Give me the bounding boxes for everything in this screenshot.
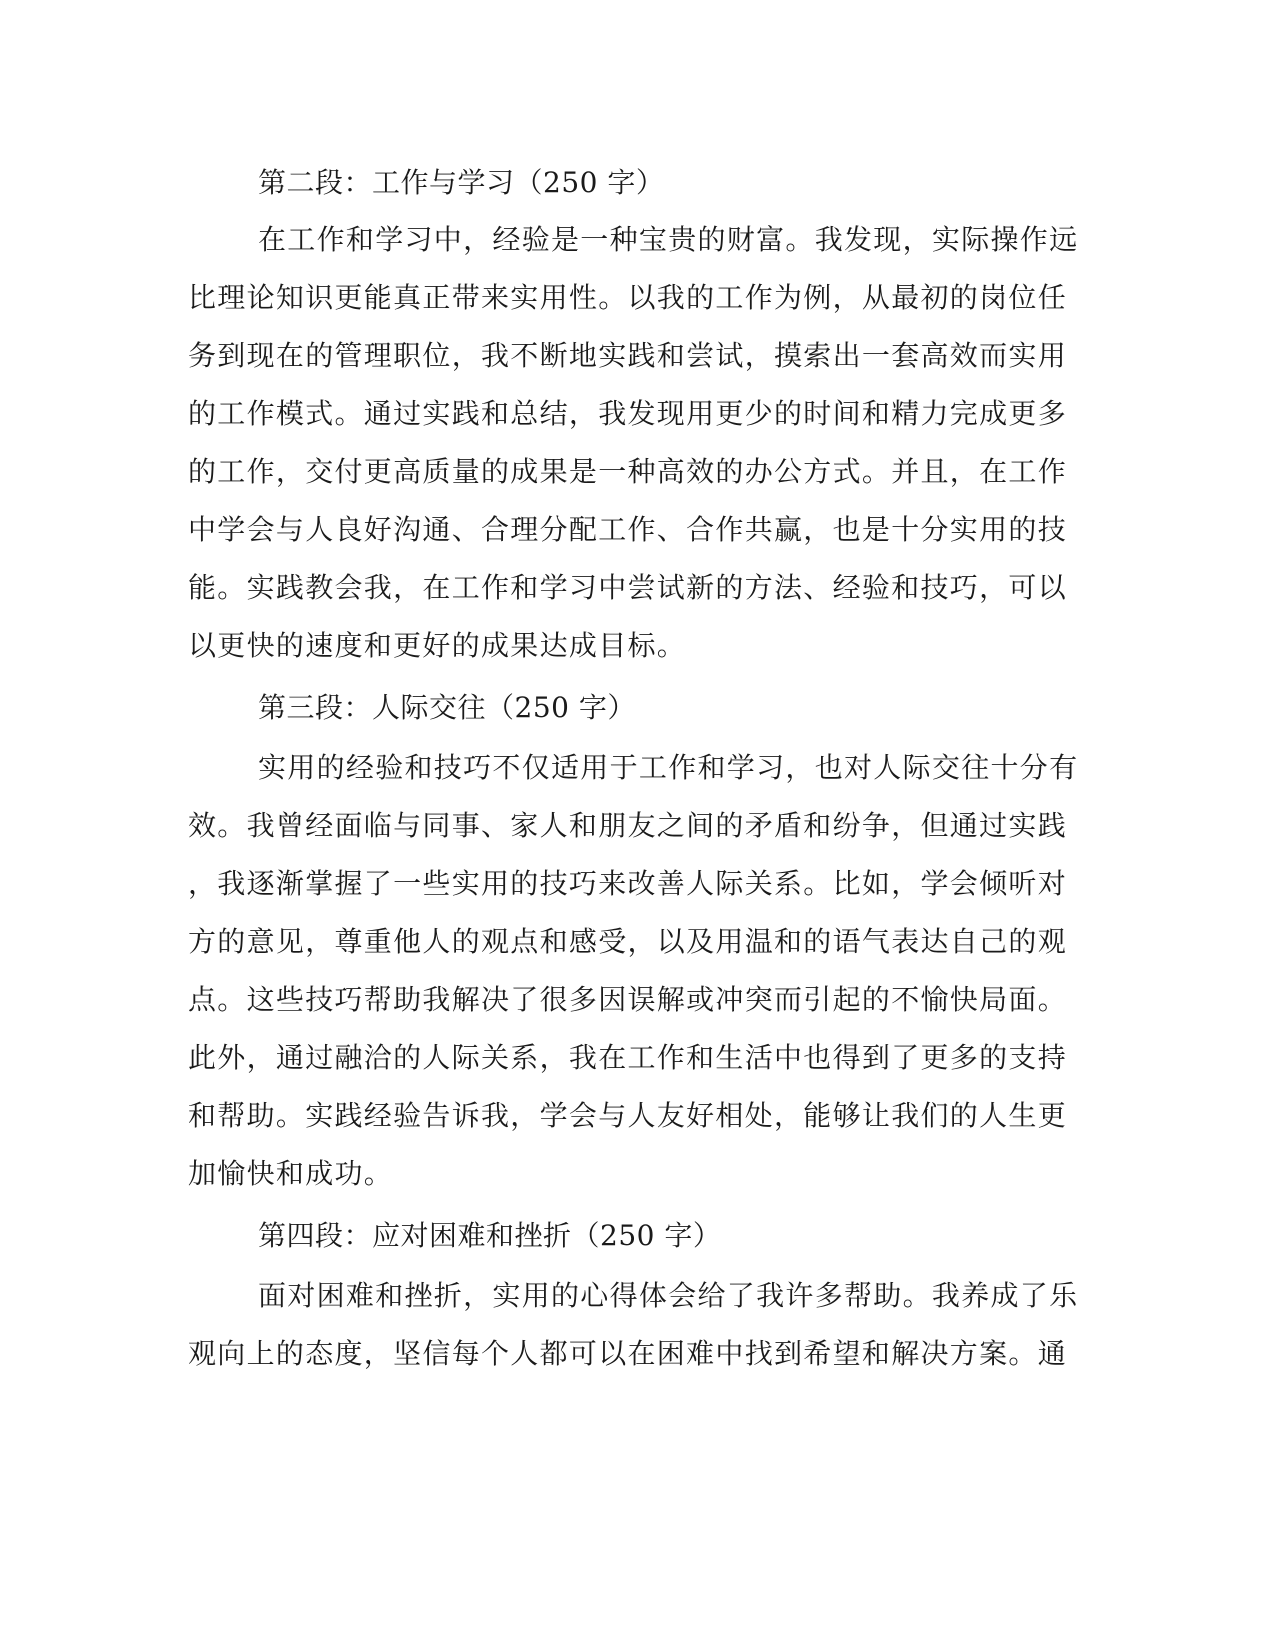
paragraph-line: 效。我曾经面临与同事、家人和朋友之间的矛盾和纷争，但通过实践 [188, 809, 1068, 842]
section-heading: 第三段：人际交往（250 字） [258, 691, 636, 724]
section-heading: 第二段：工作与学习（250 字） [258, 166, 665, 199]
paragraph-line: 观向上的态度，坚信每个人都可以在困难中找到希望和解决方案。通 [188, 1337, 1068, 1370]
paragraph-line: 方的意见，尊重他人的观点和感受，以及用温和的语气表达自己的观 [188, 925, 1068, 958]
paragraph-line: 以更快的速度和更好的成果达成目标。 [188, 629, 687, 662]
paragraph-line: 加愉快和成功。 [188, 1157, 394, 1190]
paragraph-line: 的工作模式。通过实践和总结，我发现用更少的时间和精力完成更多 [188, 397, 1068, 430]
paragraph-line: 在工作和学习中，经验是一种宝贵的财富。我发现，实际操作远 [258, 223, 1079, 256]
section-heading: 第四段：应对困难和挫折（250 字） [258, 1219, 722, 1252]
paragraph-line: ，我逐渐掌握了一些实用的技巧来改善人际关系。比如，学会倾听对 [188, 867, 1068, 900]
paragraph-line: 中学会与人良好沟通、合理分配工作、合作共赢，也是十分实用的技 [188, 513, 1068, 546]
paragraph-line: 面对困难和挫折，实用的心得体会给了我许多帮助。我养成了乐 [258, 1279, 1079, 1312]
paragraph-line: 务到现在的管理职位，我不断地实践和尝试，摸索出一套高效而实用 [188, 339, 1068, 372]
paragraph-line: 的工作，交付更高质量的成果是一种高效的办公方式。并且，在工作 [188, 455, 1068, 488]
paragraph-line: 能。实践教会我，在工作和学习中尝试新的方法、经验和技巧，可以 [188, 571, 1068, 604]
paragraph-line: 实用的经验和技巧不仅适用于工作和学习，也对人际交往十分有 [258, 751, 1079, 784]
paragraph-line: 点。这些技巧帮助我解决了很多因误解或冲突而引起的不愉快局面。 [188, 983, 1068, 1016]
paragraph-line: 和帮助。实践经验告诉我，学会与人友好相处，能够让我们的人生更 [188, 1099, 1068, 1132]
paragraph-line: 比理论知识更能真正带来实用性。以我的工作为例，从最初的岗位任 [188, 281, 1068, 314]
paragraph-line: 此外，通过融洽的人际关系，我在工作和生活中也得到了更多的支持 [188, 1041, 1068, 1074]
